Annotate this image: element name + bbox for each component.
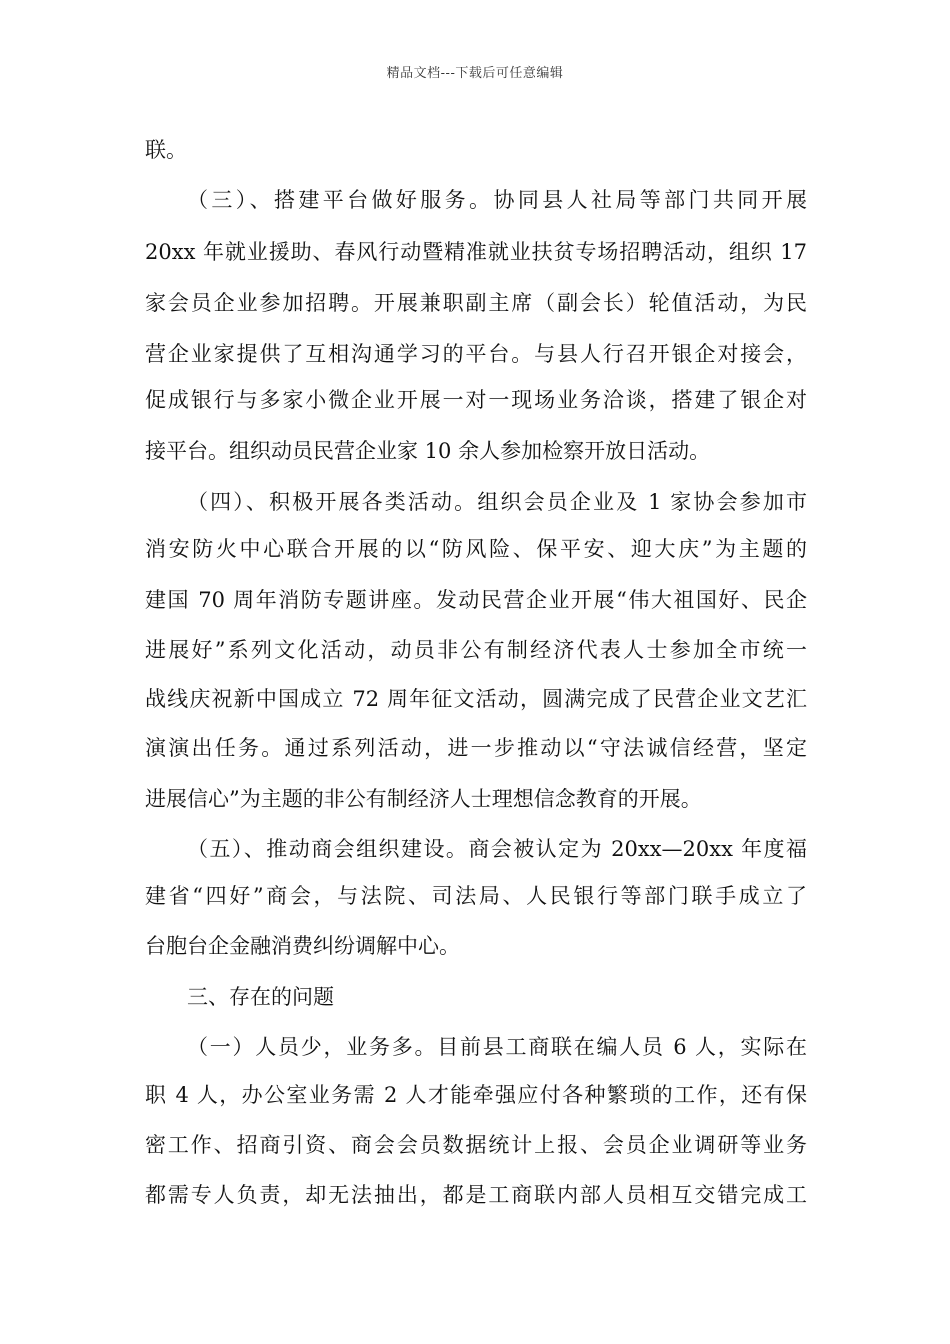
- body-line: 家会员企业参加招聘。开展兼职副主席（副会长）轮值活动，为民: [145, 291, 807, 315]
- body-line: 演演出任务。通过系列活动，进一步推动以“守法诚信经营，坚定: [145, 736, 807, 760]
- body-line: 战线庆祝新中国成立 72 周年征文活动，圆满完成了民营企业文艺汇: [145, 687, 807, 711]
- body-line: 都需专人负责，却无法抽出，都是工商联内部人员相互交错完成工: [145, 1183, 807, 1207]
- body-line: （三）、搭建平台做好服务。协同县人社局等部门共同开展: [187, 188, 807, 212]
- body-line: 联。: [145, 138, 187, 162]
- body-line: 台胞台企金融消费纠纷调解中心。: [145, 934, 460, 958]
- body-line: 职 4 人，办公室业务需 2 人才能牵强应付各种繁琐的工作，还有保: [145, 1083, 807, 1107]
- body-line: （一）人员少，业务多。目前县工商联在编人员 6 人，实际在: [187, 1035, 807, 1059]
- body-line: （五）、推动商会组织建设。商会被认定为 20xx—20xx 年度福: [187, 837, 807, 861]
- body-line: （四）、积极开展各类活动。组织会员企业及 1 家协会参加市: [187, 490, 807, 514]
- body-line: 三、存在的问题: [187, 985, 334, 1009]
- body-line: 消安防火中心联合开展的以“防风险、保平安、迎大庆”为主题的: [145, 537, 807, 561]
- body-line: 进展好”系列文化活动，动员非公有制经济代表人士参加全市统一: [145, 638, 807, 662]
- body-line: 建省“四好”商会，与法院、司法局、人民银行等部门联手成立了: [145, 884, 807, 908]
- body-line: 建国 70 周年消防专题讲座。发动民营企业开展“伟大祖国好、民企: [145, 588, 807, 612]
- page-header: 精品文档---下载后可任意编辑: [386, 66, 564, 81]
- body-line: 促成银行与多家小微企业开展一对一现场业务洽谈，搭建了银企对: [145, 388, 807, 412]
- body-line: 营企业家提供了互相沟通学习的平台。与县人行召开银企对接会，: [145, 342, 807, 366]
- body-line: 密工作、招商引资、商会会员数据统计上报、会员企业调研等业务: [145, 1133, 807, 1157]
- body-line: 20xx 年就业援助、春风行动暨精准就业扶贫专场招聘活动，组织 17: [145, 240, 807, 264]
- body-line: 接平台。组织动员民营企业家 10 余人参加检察开放日活动。: [145, 439, 711, 463]
- body-line: 进展信心”为主题的非公有制经济人士理想信念教育的开展。: [145, 787, 702, 811]
